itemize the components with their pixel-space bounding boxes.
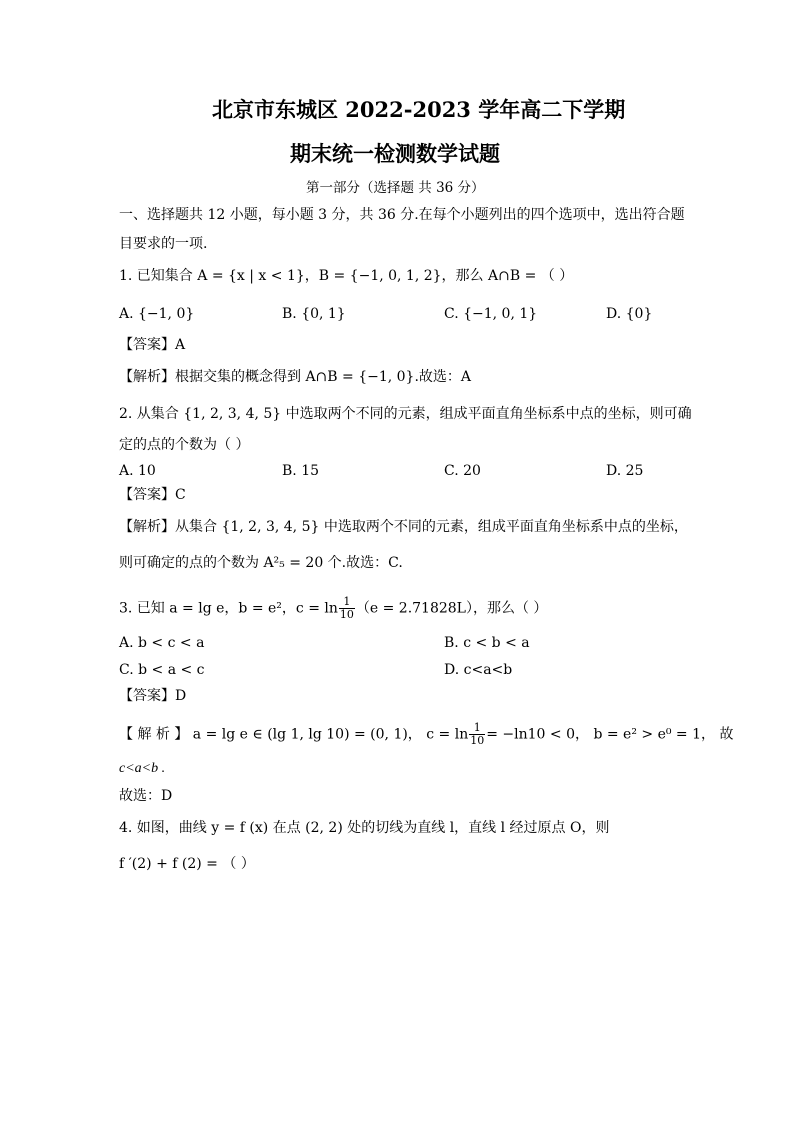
q2-stem-line-1: 2. 从集合 {1, 2, 3, 4, 5} 中选取两个不同的元素，组成平面直角坐标系中点的坐标，则可确: [119, 406, 692, 422]
title-line-2: 期末统一检测数学试题: [290, 141, 500, 166]
q3-analysis-post: = −ln10 < 0， b = e² > e⁰ = 1， 故: [486, 726, 734, 743]
q3-fraction-denominator: 10: [339, 608, 354, 621]
q2-option-a: A. 10: [119, 463, 156, 479]
q1-option-b: B. {0, 1}: [282, 306, 346, 322]
q1-stem: 1. 已知集合 A = {x | x < 1}，B = {−1, 0, 1, 2}，那么 A∩B = （ ）: [119, 268, 574, 284]
q4-stem-line-2: f ′(2) + f (2) = （ ）: [119, 856, 255, 872]
q3-analysis-line-1: [119, 722, 733, 747]
q2-answer: 【答案】C: [119, 487, 186, 503]
section-intro-line-2: 目要求的一项.: [119, 236, 208, 252]
q3-stem-pre: 3. 已知 a = lg e，b = e²，c = ln: [119, 600, 338, 617]
q3-option-c: C. b < a < c: [119, 662, 205, 678]
q3-analysis-line-2: c<a<b .: [119, 761, 166, 776]
q2-analysis-line-1: 【解析】从集合 {1, 2, 3, 4, 5} 中选取两个不同的元素，组成平面直角坐标系中点的坐标，: [119, 519, 688, 535]
q3-analysis-fraction-numerator: 1: [469, 722, 485, 735]
q2-option-b: B. 15: [282, 463, 320, 479]
section-intro-line-1: 一、选择题共 12 小题，每小题 3 分，共 36 分.在每个小题列出的四个选项中，选出符合题: [119, 207, 685, 223]
q3-fraction-numerator: 1: [339, 596, 355, 609]
q3-option-b: B. c < b < a: [444, 635, 530, 651]
q3-option-a: A. b < c < a: [119, 635, 205, 651]
q3-analysis-fraction: [469, 722, 485, 747]
q1-option-d: D. {0}: [606, 306, 653, 322]
q1-option-a: A. {−1, 0}: [119, 306, 195, 322]
q3-option-d: D. c<a<b: [444, 662, 513, 678]
q1-option-c: C. {−1, 0, 1}: [444, 306, 538, 322]
title-line-1: 北京市东城区 2022-2023 学年高二下学期: [212, 97, 626, 122]
q4-stem-line-1: 4. 如图，曲线 y = f (x) 在点 (2, 2) 处的切线为直线 l，直线 l 经过原点 O，则: [119, 820, 610, 836]
q3-answer: 【答案】D: [119, 688, 187, 704]
q1-answer: 【答案】A: [119, 337, 186, 353]
q2-option-c: C. 20: [444, 463, 481, 479]
q3-analysis-pre: 【 解 析 】 a = lg e ∈ (lg 1, lg 10) = (0, 1)， c = ln: [119, 726, 469, 743]
q1-analysis: 【解析】根据交集的概念得到 A∩B = {−1, 0}.故选：A: [119, 369, 472, 385]
part-heading: 第一部分（选择题 共 36 分）: [306, 180, 485, 196]
q2-analysis-line-2: 则可确定的点的个数为 A²₅ = 20 个.故选：C.: [119, 555, 403, 571]
q2-stem-line-2: 定的点的个数为（ ）: [119, 437, 250, 453]
q3-stem-post: （e = 2.71828L），那么（ ）: [355, 600, 548, 617]
q3-analysis-line-3: 故选：D: [119, 788, 173, 804]
q3-fraction: [339, 596, 355, 621]
q3-analysis-fraction-denominator: 10: [470, 734, 485, 747]
q2-option-d: D. 25: [606, 463, 644, 479]
q3-stem: [119, 596, 547, 621]
